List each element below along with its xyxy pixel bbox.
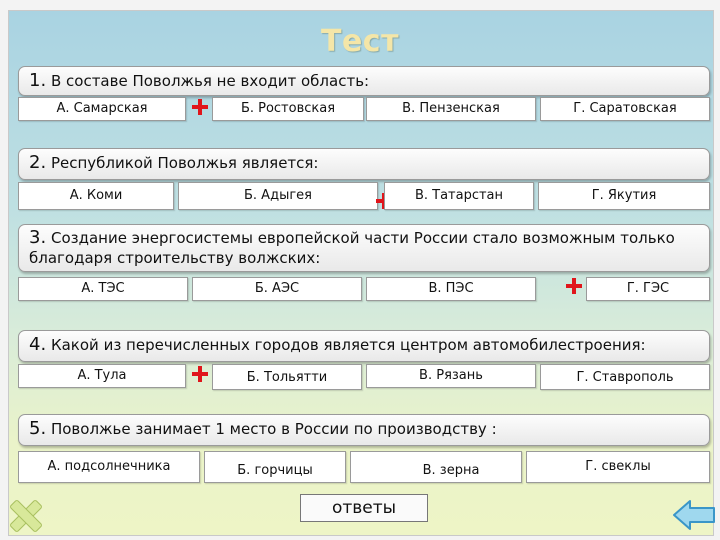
question-text: Какой из перечисленных городов является центром автомобилестроения: — [50, 336, 646, 354]
answer-1d[interactable]: Г. Саратовская — [540, 97, 710, 121]
question-1 — [18, 66, 710, 96]
answers-button[interactable]: ответы — [300, 494, 428, 522]
answer-2b[interactable]: Б. Адыгея — [178, 182, 378, 210]
back-arrow-icon[interactable] — [672, 498, 716, 532]
question-number: 2. — [29, 152, 47, 173]
answer-2a[interactable]: А. Коми — [18, 182, 174, 210]
correct-mark-icon — [566, 278, 582, 294]
answer-5c[interactable]: В. зерна — [350, 451, 522, 483]
answer-1c[interactable]: В. Пензенская — [366, 97, 536, 121]
answer-4a[interactable]: А. Тула — [18, 364, 186, 388]
answer-1b[interactable]: Б. Ростовская — [212, 97, 364, 121]
correct-mark-icon — [192, 366, 208, 382]
close-icon[interactable] — [6, 496, 46, 536]
answer-3c[interactable]: В. ПЭС — [366, 277, 536, 301]
answer-5d[interactable]: Г. свеклы — [526, 451, 710, 483]
answer-4c[interactable]: В. Рязань — [366, 364, 536, 388]
page-title: Тест — [321, 24, 399, 59]
question-3 — [18, 224, 710, 272]
answer-5b[interactable]: Б. горчицы — [204, 451, 346, 483]
question-text: Республикой Поволжья является: — [50, 154, 319, 172]
question-number: 1. — [29, 70, 47, 91]
question-4 — [18, 330, 710, 362]
answer-4d[interactable]: Г. Ставрополь — [540, 364, 710, 390]
question-text: Создание энергосистемы европейской части России стало возможным только благодаря строительству волжских: — [29, 229, 675, 267]
answer-2d[interactable]: Г. Якутия — [538, 182, 710, 210]
answer-3a[interactable]: А. ТЭС — [18, 277, 188, 301]
question-number: 3. — [29, 227, 47, 248]
answer-1a[interactable]: А. Самарская — [18, 97, 186, 121]
question-number: 5. — [29, 418, 47, 439]
question-text: В составе Поволжья не входит область: — [50, 72, 370, 90]
answer-4b[interactable]: Б. Тольятти — [212, 364, 362, 390]
answer-3d[interactable]: Г. ГЭС — [586, 277, 710, 301]
correct-mark-icon — [192, 99, 208, 115]
question-number: 4. — [29, 334, 47, 355]
answer-3b[interactable]: Б. АЭС — [192, 277, 362, 301]
question-text: Поволжье занимает 1 место в России по производству : — [50, 420, 497, 438]
answer-2c[interactable]: В. Татарстан — [384, 182, 534, 210]
question-5 — [18, 414, 710, 446]
question-2 — [18, 148, 710, 180]
answer-5a[interactable]: А. подсолнечника — [18, 451, 200, 483]
